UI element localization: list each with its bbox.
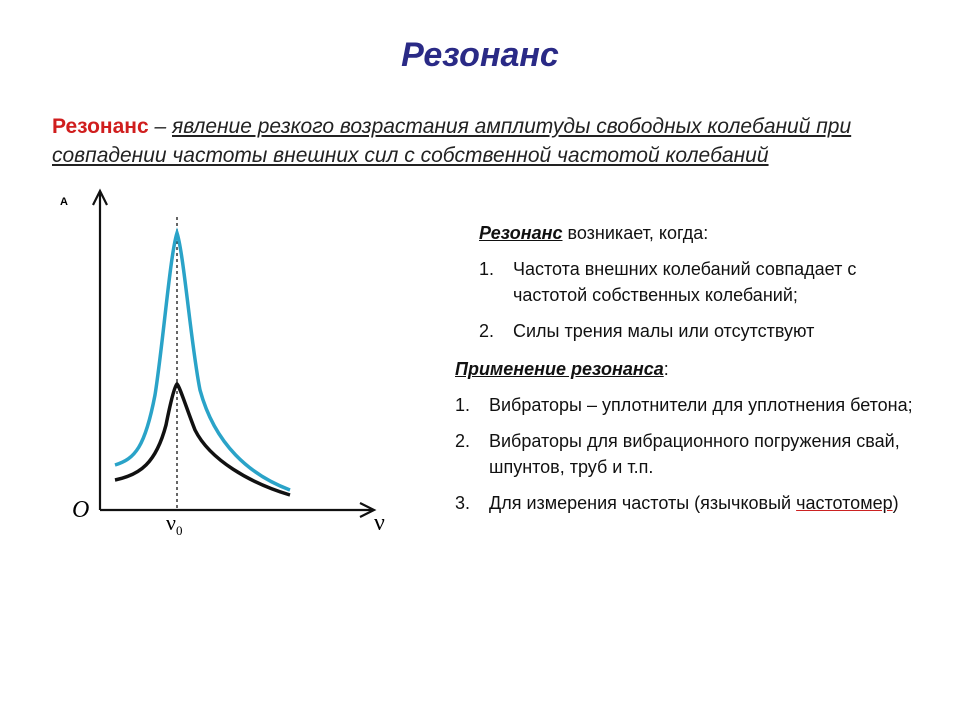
applications-heading-text: Применение резонанса xyxy=(455,359,664,379)
applications-heading xyxy=(455,356,925,382)
resonance-graph xyxy=(60,185,400,545)
list-item-text-after: ) xyxy=(892,493,899,513)
origin-label: O xyxy=(72,497,90,523)
resonance-freq-label xyxy=(166,510,182,538)
page-title: Резонанс xyxy=(401,36,559,74)
resonance-freq-subscript: 0 xyxy=(175,523,183,538)
list-item-text-before: Для измерения частоты (язычковый xyxy=(489,493,797,513)
list-item-text: Вибраторы для вибрационного погружения свай, шпунтов, труб и т.п. xyxy=(489,431,900,477)
applications-list xyxy=(455,392,925,516)
list-item-number: 3. xyxy=(455,493,471,513)
list-item-text: Вибраторы – уплотнители для уплотнения бетона; xyxy=(489,395,913,415)
list-item xyxy=(479,318,925,344)
conditions-heading xyxy=(479,220,925,246)
definition xyxy=(52,112,942,170)
list-item-text xyxy=(489,490,899,516)
list-item-text: Частота внешних колебаний совпадает с частотой собственных колебаний; xyxy=(513,259,857,305)
list-item xyxy=(455,490,925,516)
resonance-freq-symbol: ν xyxy=(166,510,176,535)
list-item xyxy=(455,428,925,480)
list-item xyxy=(455,392,925,418)
high-amplitude-curve xyxy=(115,233,290,490)
frequency-meter-term: частотомер xyxy=(796,493,893,513)
x-axis-label: ν xyxy=(374,510,385,536)
definition-term: Резонанс xyxy=(52,115,149,138)
applications-heading-tail: : xyxy=(663,359,669,379)
list-item-number: 2. xyxy=(479,321,495,341)
list-item-number: 1. xyxy=(455,395,471,415)
list-item xyxy=(479,256,925,308)
conditions-heading-rest: возникает, когда: xyxy=(562,223,709,243)
list-item-text: Силы трения малы или отсутствуют xyxy=(513,321,815,341)
definition-dash: – xyxy=(148,115,172,138)
list-item-number: 1. xyxy=(479,259,495,279)
info-panel xyxy=(455,220,925,526)
list-item-number: 2. xyxy=(455,431,471,451)
conditions-list xyxy=(455,256,925,344)
conditions-heading-term: Резонанс xyxy=(479,223,563,243)
definition-text: явление резкого возрастания амплитуды свободных колебаний при совпадении частоты внешних сил с собственной частотой колебаний xyxy=(52,115,852,167)
y-axis-label: A xyxy=(60,196,68,208)
